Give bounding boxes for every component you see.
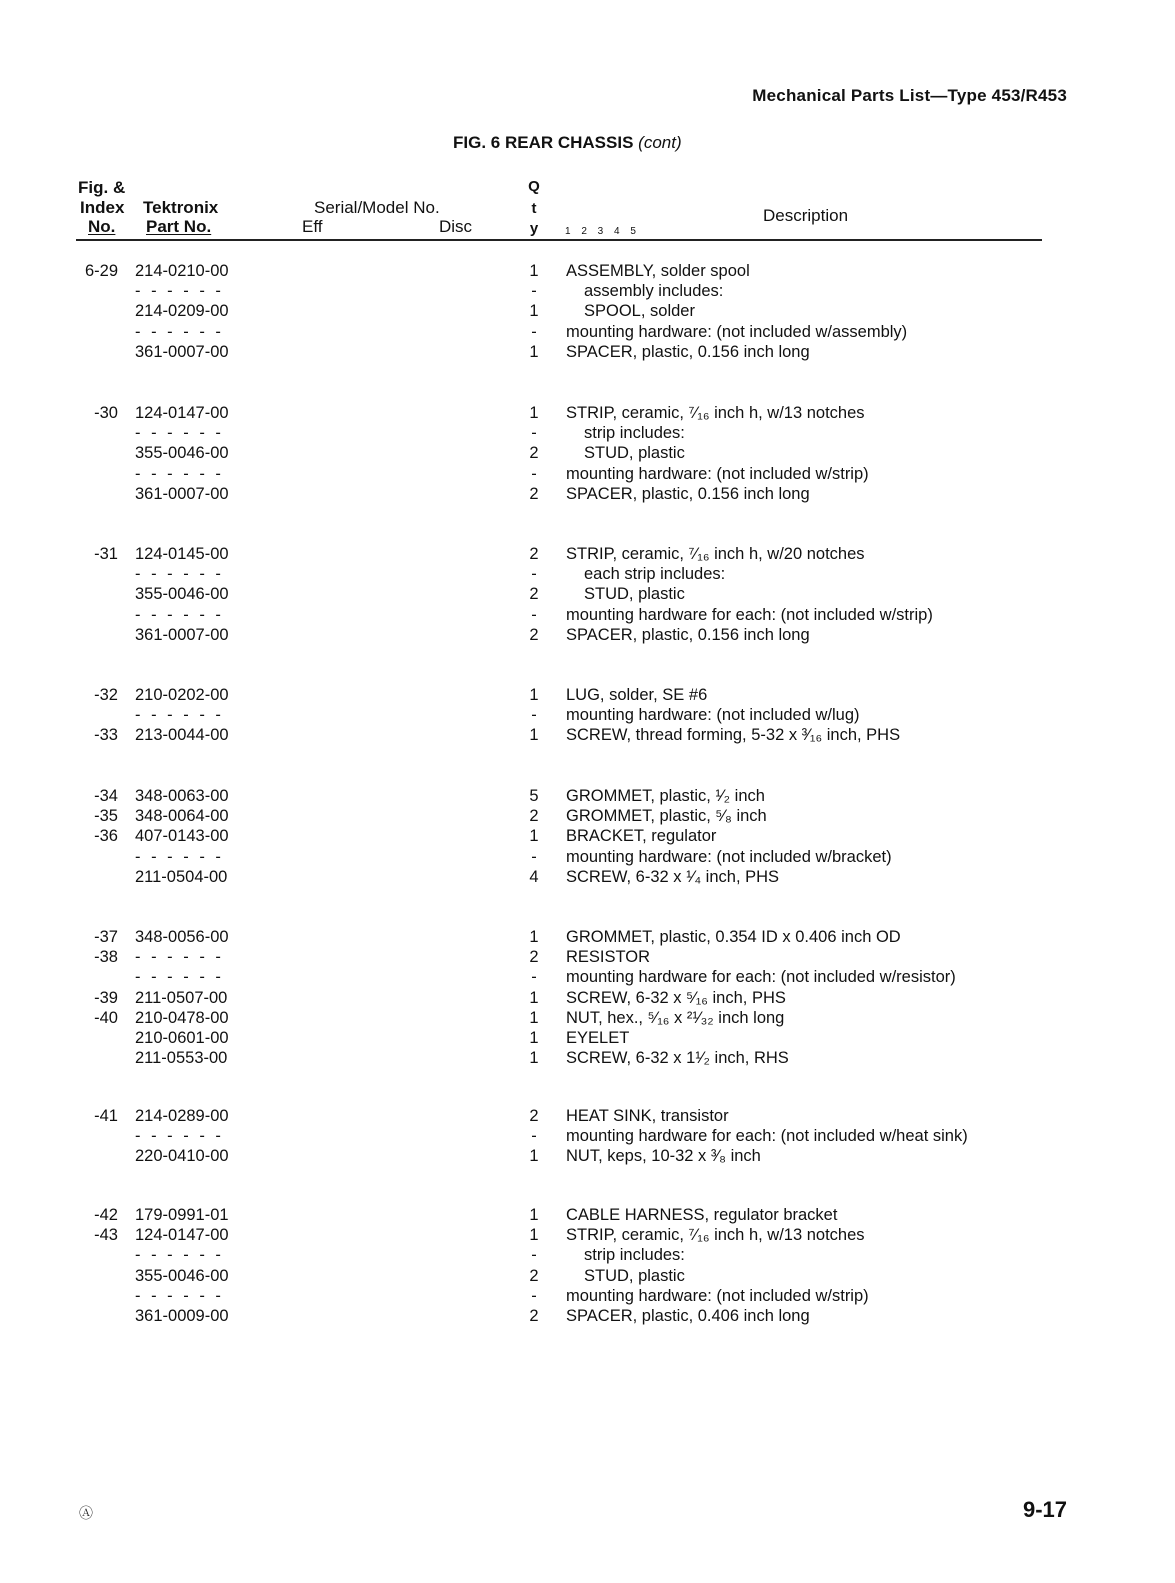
quantity: 2: [529, 807, 539, 826]
quantity: 1: [529, 827, 539, 846]
description: STUD, plastic: [584, 585, 685, 604]
description: mounting hardware for each: (not included w/strip): [566, 605, 933, 624]
index-number: -33: [94, 726, 118, 745]
description: STRIP, ceramic, ⁷⁄₁₆ inch h, w/13 notches: [566, 404, 865, 422]
col-qty-l3: y: [529, 220, 539, 237]
col-serial-eff: Eff: [302, 217, 323, 236]
col-part-l1: Tektronix: [143, 198, 219, 217]
part-number: 348-0063-00: [135, 787, 229, 805]
part-number: 214-0210-00: [135, 262, 229, 280]
quantity: 1: [529, 1029, 539, 1047]
description: SCREW, 6-32 x ¹⁄₄ inch, PHS: [566, 867, 780, 886]
part-number: 179-0991-01: [135, 1206, 229, 1224]
index-number: -43: [94, 1226, 118, 1245]
description: SPACER, plastic, 0.406 inch long: [566, 1307, 810, 1325]
part-number: - - - - - -: [135, 464, 224, 483]
quantity: 5: [529, 787, 539, 805]
description: STUD, plastic: [584, 444, 685, 463]
description: CABLE HARNESS, regulator bracket: [566, 1206, 838, 1224]
page-number: 9-17: [1022, 1497, 1067, 1522]
part-number: 407-0143-00: [135, 827, 229, 846]
quantity: 1: [529, 988, 539, 1007]
index-number: -37: [94, 928, 118, 946]
quantity: 1: [529, 726, 539, 745]
quantity: 2: [529, 484, 539, 503]
description: GROMMET, plastic, ¹⁄₂ inch: [566, 787, 765, 805]
description: STRIP, ceramic, ⁷⁄₁₆ inch h, w/20 notches: [566, 545, 865, 563]
description: SCREW, 6-32 x 1¹⁄₂ inch, RHS: [566, 1049, 789, 1068]
description: LUG, solder, SE #6: [566, 686, 708, 704]
quantity: 2: [529, 625, 539, 644]
part-number: 210-0601-00: [135, 1029, 229, 1047]
quantity: -: [531, 322, 537, 341]
figure-title-suffix: (cont): [638, 133, 682, 152]
quantity: 1: [529, 342, 539, 361]
revision-mark: Ⓐ: [79, 1505, 93, 1521]
quantity: -: [531, 706, 537, 725]
index-number: -39: [94, 988, 118, 1007]
quantity: 1: [529, 404, 539, 422]
description: mounting hardware: (not included w/strip): [566, 1286, 869, 1305]
quantity: 1: [529, 1206, 539, 1224]
description: strip includes:: [584, 1246, 685, 1265]
quantity: -: [531, 424, 537, 443]
part-number: - - - - - -: [135, 282, 224, 301]
col-description: Description: [763, 206, 849, 225]
quantity: 1: [529, 686, 539, 704]
part-number: 361-0007-00: [135, 625, 229, 644]
quantity: 2: [529, 545, 539, 563]
col-part-l2: Part No.: [146, 217, 212, 236]
part-number: - - - - - -: [135, 968, 224, 987]
index-number: -31: [94, 545, 118, 563]
description: each strip includes:: [584, 565, 726, 584]
col-fig-index-l2: Index: [80, 198, 125, 217]
figure-title-main: FIG. 6 REAR CHASSIS: [453, 133, 634, 152]
part-number: 214-0289-00: [135, 1107, 229, 1125]
quantity: 1: [529, 1147, 539, 1166]
quantity: 2: [529, 444, 539, 463]
part-number: - - - - - -: [135, 424, 224, 443]
part-number: 211-0507-00: [135, 988, 228, 1007]
part-number: 211-0553-00: [135, 1049, 228, 1068]
part-number: - - - - - -: [135, 847, 224, 866]
description: HEAT SINK, transistor: [566, 1107, 729, 1125]
col-qty-l1: Q: [528, 178, 540, 195]
part-number: - - - - - -: [135, 1246, 224, 1265]
col-qty-l2: t: [531, 200, 537, 217]
description: ASSEMBLY, solder spool: [566, 262, 750, 280]
description: GROMMET, plastic, ⁵⁄₈ inch: [566, 807, 767, 826]
running-title: Mechanical Parts List—Type 453/R453: [752, 86, 1067, 105]
part-number: 210-0202-00: [135, 686, 229, 704]
description: STUD, plastic: [584, 1266, 685, 1285]
part-number: 348-0064-00: [135, 807, 229, 826]
part-number: 210-0478-00: [135, 1008, 229, 1027]
col-serial-disc: Disc: [439, 217, 473, 236]
col-fig-index-l1: Fig. &: [78, 178, 126, 197]
description: NUT, keps, 10-32 x ³⁄₈ inch: [566, 1147, 761, 1166]
description: strip includes:: [584, 424, 685, 443]
index-number: -34: [94, 787, 118, 805]
part-number: - - - - - -: [135, 948, 224, 967]
col-fig-index-l3: No.: [88, 217, 116, 236]
quantity: -: [531, 1246, 537, 1265]
index-number: -38: [94, 948, 118, 967]
description: assembly includes:: [584, 282, 724, 301]
part-number: 211-0504-00: [135, 867, 228, 886]
quantity: -: [531, 282, 537, 301]
part-number: 124-0145-00: [135, 545, 229, 563]
quantity: 1: [529, 928, 539, 946]
part-number: 355-0046-00: [135, 1266, 229, 1285]
index-number: -42: [94, 1206, 118, 1224]
quantity: 1: [529, 302, 539, 321]
quantity: -: [531, 464, 537, 483]
part-number: 213-0044-00: [135, 726, 229, 745]
description: GROMMET, plastic, 0.354 ID x 0.406 inch OD: [566, 928, 901, 946]
part-number: - - - - - -: [135, 1127, 224, 1146]
description: mounting hardware for each: (not included w/resistor): [566, 968, 956, 987]
description: SCREW, thread forming, 5-32 x ³⁄₁₆ inch, PHS: [566, 726, 901, 745]
quantity: 1: [529, 1226, 539, 1245]
part-number: 355-0046-00: [135, 585, 229, 604]
quantity: 4: [529, 867, 539, 886]
header-rule: [76, 239, 1042, 241]
description: NUT, hex., ⁵⁄₁₆ x ²¹⁄₃₂ inch long: [566, 1008, 785, 1027]
part-number: 361-0007-00: [135, 342, 229, 361]
index-number: -32: [94, 686, 118, 704]
part-number: - - - - - -: [135, 1286, 224, 1305]
part-number: - - - - - -: [135, 605, 224, 624]
quantity: -: [531, 1127, 537, 1146]
quantity: 1: [529, 1008, 539, 1027]
description: STRIP, ceramic, ⁷⁄₁₆ inch h, w/13 notches: [566, 1226, 865, 1245]
index-number: -41: [94, 1107, 118, 1125]
quantity: 1: [529, 1049, 539, 1068]
quantity: 2: [529, 1107, 539, 1125]
description: SPACER, plastic, 0.156 inch long: [566, 484, 810, 503]
part-number: - - - - - -: [135, 706, 224, 725]
index-number: -35: [94, 807, 118, 826]
part-number: - - - - - -: [135, 565, 224, 584]
quantity: 2: [529, 585, 539, 604]
col-serial-l1: Serial/Model No.: [314, 198, 440, 217]
index-number: -40: [94, 1008, 118, 1027]
quantity: -: [531, 847, 537, 866]
index-number: -30: [94, 404, 118, 422]
index-number: 6-29: [84, 262, 118, 280]
quantity: -: [531, 605, 537, 624]
quantity: 2: [529, 1266, 539, 1285]
description: EYELET: [566, 1029, 630, 1047]
description: mounting hardware for each: (not included w/heat sink): [566, 1127, 968, 1146]
part-number: - - - - - -: [135, 322, 224, 341]
col-indent-scale: 1 2 3 4 5: [565, 226, 640, 237]
part-number: 361-0009-00: [135, 1307, 229, 1325]
description: SPACER, plastic, 0.156 inch long: [566, 625, 810, 644]
description: mounting hardware: (not included w/assembly): [566, 322, 908, 341]
quantity: 2: [529, 948, 539, 967]
description: mounting hardware: (not included w/strip): [566, 464, 869, 483]
part-number: 355-0046-00: [135, 444, 229, 463]
description: SPACER, plastic, 0.156 inch long: [566, 342, 810, 361]
description: mounting hardware: (not included w/bracket): [566, 847, 892, 866]
part-number: 348-0056-00: [135, 928, 229, 946]
figure-title: [453, 133, 682, 153]
quantity: 1: [529, 262, 539, 280]
description: RESISTOR: [566, 948, 651, 967]
quantity: -: [531, 565, 537, 584]
part-number: 124-0147-00: [135, 1226, 229, 1245]
part-number: 361-0007-00: [135, 484, 229, 503]
quantity: 2: [529, 1307, 539, 1325]
quantity: -: [531, 1286, 537, 1305]
index-number: -36: [94, 827, 118, 846]
part-number: 214-0209-00: [135, 302, 229, 321]
description: SCREW, 6-32 x ⁵⁄₁₆ inch, PHS: [566, 988, 786, 1007]
description: mounting hardware: (not included w/lug): [566, 706, 860, 725]
part-number: 124-0147-00: [135, 404, 229, 422]
description: SPOOL, solder: [584, 302, 695, 321]
description: BRACKET, regulator: [566, 827, 717, 846]
quantity: -: [531, 968, 537, 987]
part-number: 220-0410-00: [135, 1147, 229, 1166]
